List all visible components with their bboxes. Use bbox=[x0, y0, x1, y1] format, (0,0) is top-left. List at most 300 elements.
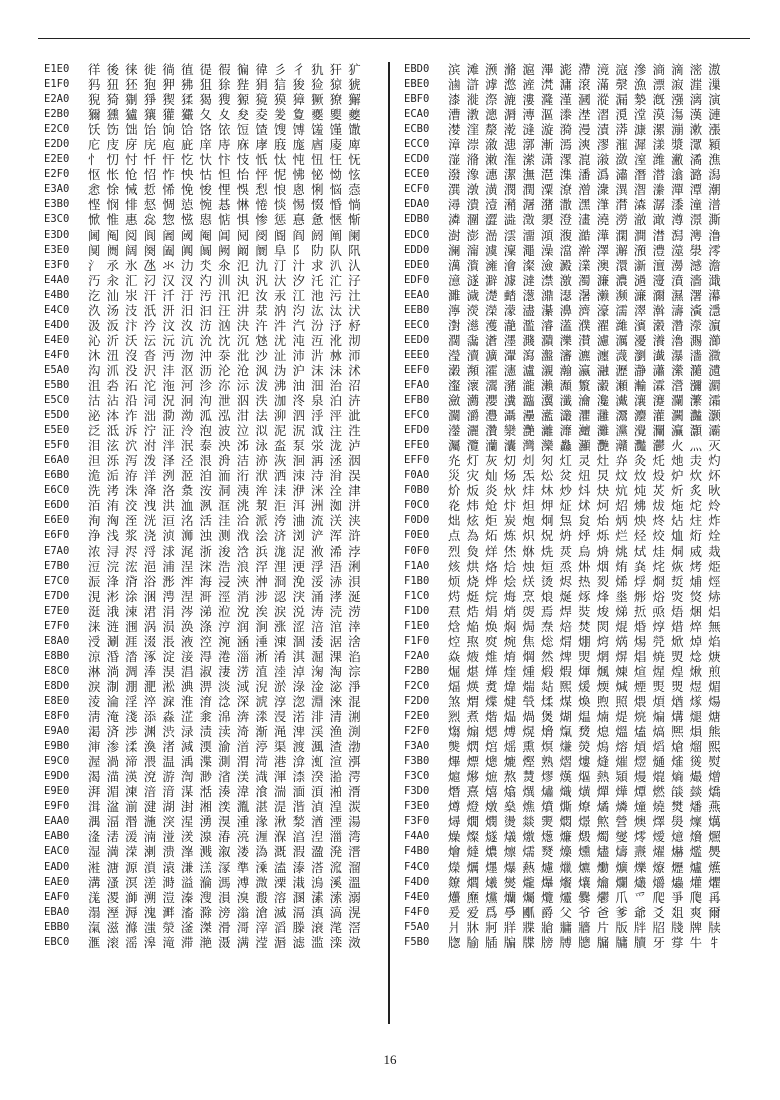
row-code: EFA0 bbox=[404, 379, 430, 391]
code-table-row bbox=[44, 107, 367, 122]
row-code: E7D0 bbox=[44, 589, 70, 602]
code-table-row bbox=[44, 619, 367, 634]
code-table-row bbox=[44, 92, 367, 107]
row-code: F2A0 bbox=[404, 649, 430, 662]
row-characters: 炪炫炬炭炮炯炰炱炲炳炴炵炶炷炸 bbox=[448, 513, 727, 529]
row-code: ECE0 bbox=[404, 168, 430, 181]
row-code: F2B0 bbox=[404, 664, 430, 677]
row-code: E6D0 bbox=[44, 499, 70, 512]
code-table-row bbox=[44, 664, 367, 679]
row-code: E4D0 bbox=[44, 318, 70, 331]
row-code: E8C0 bbox=[44, 664, 70, 677]
row-code: F3C0 bbox=[404, 770, 430, 783]
row-characters: 渇済渉渊渋渌渍渎渏渐渑渒渓渔渕 bbox=[88, 724, 367, 740]
row-code: EBE0 bbox=[404, 78, 430, 91]
row-code: E7C0 bbox=[44, 574, 70, 587]
row-characters: 熋熌熍熎熏熐熑熒熓熔熕熖熗熘熙 bbox=[448, 739, 727, 755]
row-code: F4C0 bbox=[404, 860, 430, 873]
row-characters: 滙滚滛滜滝滞滟滠满滢滣滤滥滦滧 bbox=[88, 934, 367, 950]
row-characters: 瀲瀳瀴瀵瀶瀷瀸瀹瀺瀻瀼瀽瀾瀿灀 bbox=[448, 393, 727, 409]
row-characters: 潑潒潓潔潕潖潗潘潙潚潛潜潝潞潟 bbox=[448, 167, 727, 183]
row-characters: 点為炻炼炽炾炿烀烁烂烃烄烅烆烇 bbox=[448, 528, 727, 544]
row-characters: 淋淌淍淎淏淐淑淒淓淔淕淖淗淘淙 bbox=[88, 663, 367, 679]
code-table-row bbox=[404, 122, 727, 137]
code-table-row bbox=[404, 243, 727, 258]
row-code: E3A0 bbox=[44, 183, 70, 196]
code-table-row bbox=[404, 228, 727, 243]
row-characters: 湃湄湅湆湇湈湉湊湋湌湍湎湏湐湑 bbox=[88, 784, 367, 800]
row-characters: 獮獯獹獽獾玁夂夊夋夌夎夐夒夓夔 bbox=[88, 107, 367, 123]
row-characters: 洈洉洊洋洌洍洎洏洐洑洒洓洔洕洖 bbox=[88, 468, 367, 484]
row-characters: 渥渦渧渨温渪渫測渭渮港渰渱渲渳 bbox=[88, 754, 367, 770]
row-characters: 炛炜炝炞炟炠炡炢炣炤炥炦炧炨炩 bbox=[448, 498, 727, 514]
row-characters: 爰爱爲爳爴爵父爷爸爹爺爻爼爽爾 bbox=[448, 904, 727, 920]
row-characters: 炌炍炎炏炐炑炒炓炔炕炖炗炘炙炚 bbox=[448, 483, 727, 499]
row-code: EED0 bbox=[404, 333, 430, 346]
row-code: E6B0 bbox=[44, 469, 70, 482]
row-code: F2E0 bbox=[404, 710, 430, 723]
code-table-row bbox=[404, 739, 727, 754]
row-characters: 湿満溁溂溃溄溅溆溇溈溉溊溋溌溍 bbox=[88, 844, 367, 860]
row-code: E5E0 bbox=[44, 424, 70, 437]
row-characters: 潯潰潱潲潳潴潵潶潷潸潹潺潻潼潽 bbox=[448, 197, 727, 213]
code-table-row bbox=[44, 137, 367, 152]
code-table-row bbox=[44, 814, 367, 829]
row-code: F0C0 bbox=[404, 499, 430, 512]
row-code: E8D0 bbox=[44, 679, 70, 692]
code-table-row bbox=[404, 619, 727, 634]
row-code: E5A0 bbox=[44, 363, 70, 376]
code-table-row bbox=[404, 905, 727, 920]
code-table-row bbox=[44, 258, 367, 273]
row-code: EEC0 bbox=[404, 318, 430, 331]
row-characters: 煏煐煑煒煓煔煕煖煗煘煙煚煛煜煝 bbox=[448, 678, 727, 694]
code-table-row bbox=[404, 634, 727, 649]
row-characters: 饫饬饳饴饷饸饹饻饾馇馊馎馐馑馓 bbox=[88, 122, 367, 138]
code-table-row bbox=[44, 799, 367, 814]
code-table-row bbox=[44, 844, 367, 859]
row-characters: 浓浔浕浖浗浘浙浚浛浜浝浞浟浠浡 bbox=[88, 543, 367, 559]
row-characters: 氵氶氷氹氺氻氼氽氾氿汀汁求汃汄 bbox=[88, 257, 367, 273]
row-characters: 濶濷濸濹濺濻濼濽濾濿瀀瀁瀂瀃瀄 bbox=[448, 332, 727, 348]
row-code: EAA0 bbox=[44, 815, 70, 828]
code-table-row bbox=[44, 273, 367, 288]
row-characters: 渴渵渶渷游渹渺渻渼渽渾渿湀湁湂 bbox=[88, 769, 367, 785]
code-table-row bbox=[404, 920, 727, 935]
code-table-row bbox=[44, 333, 367, 348]
row-characters: 淸淹淺添淼淽淾淿渀渁渂渃渄清渆 bbox=[88, 709, 367, 725]
row-code: EAF0 bbox=[44, 890, 70, 903]
row-code: F2C0 bbox=[404, 679, 430, 692]
code-table-row bbox=[404, 679, 727, 694]
code-table-row bbox=[44, 649, 367, 664]
row-characters: 沐沑沒沓沔沕沖沗沘沙沚沛沜沝沞 bbox=[88, 347, 367, 363]
row-code: E4A0 bbox=[44, 273, 70, 286]
code-table-row bbox=[44, 62, 367, 77]
row-characters: 漕漖漗漘漙漚漛漜漝漞漟漠漡漢漣 bbox=[448, 107, 727, 123]
row-characters: 淚淛淜淝淞淟淠淡淢淣淤淥淦淧淨 bbox=[88, 678, 367, 694]
row-code: F3F0 bbox=[404, 815, 430, 828]
row-characters: 洗洘洙洚洛洜洝洞洟洠洡洢洣洤津 bbox=[88, 483, 367, 499]
left-code-table bbox=[44, 62, 367, 950]
row-characters: 沟沠没沢沣沤沥沦沧沨沩沪沫沬沭 bbox=[88, 362, 367, 378]
code-table-row bbox=[404, 182, 727, 197]
row-characters: 煼煽煾煿熀熁熂熃熄熅熆熇熈熉熊 bbox=[448, 724, 727, 740]
row-code: F1F0 bbox=[404, 634, 430, 647]
row-characters: 泪泫泬泭泮泯泰泱泲泳泴泵泶泷泸 bbox=[88, 438, 367, 454]
code-table-row bbox=[44, 182, 367, 197]
row-characters: 焓焔焕焖焗焘焙焚焛焜焝焞焟焠無 bbox=[448, 618, 727, 634]
right-code-table bbox=[404, 62, 727, 950]
row-characters: 瀣瀤瀥瀦瀧瀨瀩瀪瀫瀬瀭瀮瀯瀰瀱 bbox=[448, 378, 727, 393]
row-code: E6C0 bbox=[44, 484, 70, 497]
row-characters: 熚熛熜熝熞熟熠熡熢熣熤熥熦熧熨 bbox=[448, 754, 727, 770]
row-code: E9A0 bbox=[44, 725, 70, 738]
row-code: F4B0 bbox=[404, 845, 430, 858]
code-table-row bbox=[44, 905, 367, 920]
row-characters: 汅汆汇汈汉汊汋汌汍汎汏汐汑汒汓 bbox=[88, 272, 367, 288]
code-table-row bbox=[44, 604, 367, 619]
row-characters: 汔汕汖汗汘汙汚汛汜汝汞江池污汢 bbox=[88, 287, 367, 303]
code-table-row bbox=[404, 137, 727, 152]
row-characters: 澺澻澼澽澾澿激濁濂濃濄濅濆濇濈 bbox=[448, 272, 727, 288]
code-table-row bbox=[44, 829, 367, 844]
row-code: ECD0 bbox=[404, 153, 430, 166]
row-characters: 泛泜泝泞泟泠泡波泣泤泥泦泧注泩 bbox=[88, 423, 367, 439]
code-table-row bbox=[44, 288, 367, 303]
code-table-row bbox=[404, 589, 727, 604]
row-characters: 燥燦燧燨燩燪燫燬燭燮燯燰燱燲燳 bbox=[448, 829, 727, 845]
row-code: E1E0 bbox=[44, 63, 70, 76]
row-code: E9F0 bbox=[44, 800, 70, 813]
row-code: EDC0 bbox=[404, 228, 430, 241]
code-table-row bbox=[44, 859, 367, 874]
row-code: E3E0 bbox=[44, 243, 70, 256]
code-table-row bbox=[404, 438, 727, 453]
row-characters: 燇燈燉燊燋燌燍燎燏燐燑燒燓燔燕 bbox=[448, 799, 727, 815]
row-characters: 溎溏源溑溒溓溔溕準溗溘溙溚溛溜 bbox=[88, 859, 367, 875]
code-table-row bbox=[44, 694, 367, 709]
row-characters: 悆悇悈悊悕悗悛悝悞悡悢悤悧悩悫 bbox=[88, 182, 367, 198]
row-code: EFC0 bbox=[404, 409, 430, 422]
row-code: F0D0 bbox=[404, 514, 430, 527]
row-code: E7F0 bbox=[44, 619, 70, 632]
code-table-row bbox=[404, 212, 727, 227]
code-table-row bbox=[44, 453, 367, 468]
row-characters: 灐灑灒灓灔灕灖灗灘灙灚灛灜灝灞 bbox=[448, 423, 727, 439]
row-characters: 潠潡潢潣潤潥潦潧潨潩潪潫潬潭潮 bbox=[448, 182, 727, 198]
row-characters: 灟灠灡灢灣灤灥灦灧灨灩灪火灬灭 bbox=[448, 438, 727, 454]
code-table-row bbox=[404, 77, 727, 92]
row-code: E4B0 bbox=[44, 288, 70, 301]
code-table-row bbox=[44, 559, 367, 574]
row-characters: 煀煁煂煃煄煅煆煇煈煉煊煋煌煍煎 bbox=[448, 663, 727, 679]
row-code: F0B0 bbox=[404, 484, 430, 497]
row-characters: 烈烉烊烋烌烍烎烏烐烑烒烓烔烕烖 bbox=[448, 543, 727, 559]
row-characters: 涼涽涾涿淀淁淂淃淄淅淆淇淈淉淊 bbox=[88, 648, 367, 664]
code-table-row bbox=[44, 393, 367, 408]
row-characters: 災灾灿炀炁炂炃炄炅炆炇炈炉炊炋 bbox=[448, 468, 727, 484]
row-code: EBD0 bbox=[404, 63, 430, 76]
row-code: F5A0 bbox=[404, 920, 430, 933]
row-code: EEA0 bbox=[404, 288, 430, 301]
code-table-row bbox=[44, 875, 367, 890]
code-table-row bbox=[404, 528, 727, 543]
row-characters: 漤漥漦漧漨漩漪漫漬漭漮漯漰漱漲 bbox=[448, 122, 727, 138]
row-code: E6A0 bbox=[44, 454, 70, 467]
row-characters: 瀔瀕瀖瀗瀘瀙瀚瀛瀜瀝瀞瀟瀠瀡瀢 bbox=[448, 362, 727, 378]
row-characters: 阃阄阅阆阇阈阉阊阋阌阍阎阏阐阑 bbox=[88, 227, 367, 243]
code-table-row bbox=[404, 754, 727, 769]
code-table-row bbox=[404, 844, 727, 859]
row-characters: 湡湢湣湤湥湦湧湨湩湪湫湬湭湮湯 bbox=[88, 814, 367, 830]
row-characters: 滷滸滹滺滻滼滽滾滿漀漁漂漃漄漅 bbox=[448, 77, 727, 93]
row-code: E1F0 bbox=[44, 78, 70, 91]
code-table-row bbox=[404, 92, 727, 107]
code-table-row bbox=[404, 62, 727, 77]
row-characters: 燴燵燶燷燸燹燺燻燼燽燾燿爀爁爂 bbox=[448, 844, 727, 860]
row-code: F0A0 bbox=[404, 469, 430, 482]
row-code: F4F0 bbox=[404, 905, 430, 918]
code-table-row bbox=[404, 258, 727, 273]
row-characters: 灁灂灃灄灅灆灇灈灉灊灋灌灍灎灏 bbox=[448, 408, 727, 424]
row-characters: 漳漴漵漶漷漸漹漺漻漼漽漾漿潀潁 bbox=[448, 137, 727, 153]
code-table-row bbox=[404, 724, 727, 739]
row-code: F1E0 bbox=[404, 619, 430, 632]
row-code: EBB0 bbox=[44, 920, 70, 933]
row-code: F1D0 bbox=[404, 604, 430, 617]
code-table-row bbox=[44, 318, 367, 333]
row-code: EDE0 bbox=[404, 258, 430, 271]
code-table-row bbox=[44, 77, 367, 92]
code-table-row bbox=[44, 724, 367, 739]
code-table-row bbox=[404, 318, 727, 333]
code-table-row bbox=[404, 363, 727, 378]
row-code: EDA0 bbox=[404, 198, 430, 211]
row-code: F2F0 bbox=[404, 725, 430, 738]
code-table-row bbox=[404, 814, 727, 829]
row-characters: 涀涁涂涃涄涅涆涇消涉涊涋涌涍涎 bbox=[88, 588, 367, 604]
row-characters: 沽沾沿泀況泂泃泄泅泆泇泈泉泊泋 bbox=[88, 393, 367, 409]
code-table-row bbox=[44, 483, 367, 498]
row-code: E5B0 bbox=[44, 379, 70, 391]
row-characters: 瀅瀆瀇瀈瀉瀊瀋瀌瀍瀎瀏瀐瀑瀒瀓 bbox=[448, 347, 727, 363]
row-characters: 濘濙濚濛濜濝濞濟濠濡濢濣濤濥濦 bbox=[448, 302, 727, 318]
row-code: EFE0 bbox=[404, 439, 430, 452]
code-table-row bbox=[44, 303, 367, 318]
code-table-row bbox=[404, 799, 727, 814]
row-characters: 濉濊濋濌濍濎濏濐濑濒濓濔濕濖濗 bbox=[448, 287, 727, 303]
code-table-row bbox=[404, 498, 727, 513]
row-code: F3B0 bbox=[404, 755, 430, 768]
row-code: E2C0 bbox=[44, 123, 70, 136]
row-characters: 熸熹熺熻熼熽熾熿燀燁燂燃燄燅燆 bbox=[448, 784, 727, 800]
row-characters: 惞惟惠惢惣惤惥惦惧惨惩惪惫惬惭 bbox=[88, 212, 367, 228]
code-table-row bbox=[404, 664, 727, 679]
row-characters: 煞煟煠煡煢煣煤煥煦照煨煩煪煫煬 bbox=[448, 693, 727, 709]
code-table-row bbox=[404, 378, 727, 393]
code-table-row bbox=[404, 875, 727, 890]
row-code: E2E0 bbox=[44, 153, 70, 166]
code-table-row bbox=[44, 468, 367, 483]
row-code: EDF0 bbox=[404, 273, 430, 286]
row-characters: 庀庋庌庑庖庛庠庤庥庨庪庬庮庱庳 bbox=[88, 137, 367, 153]
row-characters: 浱浲浳浴浵浶海浸浹浺浻浼浽浾浿 bbox=[88, 573, 367, 589]
row-characters: 忄忉忖忏忓忔忕忭忮忯忲忳忸忹怃 bbox=[88, 152, 367, 168]
code-table-row bbox=[404, 107, 727, 122]
row-characters: 浄浅浆浇浈浉浊测浌浍济浏浐浑浒 bbox=[88, 528, 367, 544]
row-code: F4A0 bbox=[404, 830, 430, 843]
code-table-row bbox=[44, 679, 367, 694]
row-characters: 漆漇漈漉漊漋漌漍漎漏漐漑漒漓演 bbox=[448, 92, 727, 108]
row-characters: 阒阓阔阕阖阗阘阙阚阛阜阝阞队阠 bbox=[88, 242, 367, 258]
row-code: E7B0 bbox=[44, 559, 70, 572]
row-code: EFB0 bbox=[404, 394, 430, 407]
row-characters: 犸狃狉狍狎狒狙狳狴狷狺狻猃猄猇 bbox=[88, 77, 367, 93]
code-table-row bbox=[404, 152, 727, 167]
row-code: E2F0 bbox=[44, 168, 70, 181]
row-characters: 猊猗猘猙猰猱猲獀獂獍獏獐獗獠獬 bbox=[88, 92, 367, 108]
row-characters: 洦洧洨洩洪洫洬洭洮洯洰洱洲洳洴 bbox=[88, 498, 367, 514]
row-characters: 沮沯沰沱沲河沴沵沶沷沸油沺治沼 bbox=[88, 378, 367, 393]
row-characters: 沁沂沃沄沅沆沇沈沉沊沋沌沍沎沏 bbox=[88, 332, 367, 348]
code-table-row bbox=[404, 559, 727, 574]
row-characters: 浢浣浤浥浦浧浨浩浪浫浬浭浮浯浰 bbox=[88, 558, 367, 574]
row-characters: 汣汤汥汦汧汨汩汪汫汬汭汮汯汰汱 bbox=[88, 302, 367, 318]
row-code: E9E0 bbox=[44, 785, 70, 798]
code-table-row bbox=[404, 348, 727, 363]
code-table-row bbox=[44, 152, 367, 167]
code-table-row bbox=[44, 589, 367, 604]
row-code: ECC0 bbox=[404, 138, 430, 151]
page-number: 16 bbox=[383, 1052, 397, 1067]
row-characters: 煭煮煯煰煱煲煳煴煵煶煷煸煹煺煻 bbox=[448, 709, 727, 725]
row-characters: 焄焅焆焇焈焉焊焋焌焍焎焏焐焑焒 bbox=[448, 603, 727, 619]
row-code: E8F0 bbox=[44, 710, 70, 723]
code-table-row bbox=[44, 212, 367, 227]
row-characters: 湒湓湔湕湖湗湘湙湚湛湜湝湞湟湠 bbox=[88, 799, 367, 815]
code-table-row bbox=[44, 709, 367, 724]
row-characters: 涏涐涑涒涓涔涕涖涗涘涙涚涛涜涝 bbox=[88, 603, 367, 619]
row-characters: 怄怅怆怊怍怏怙怛怡怦怩怫怭怮怰 bbox=[88, 167, 367, 183]
row-code: F2D0 bbox=[404, 694, 430, 707]
code-table-row bbox=[44, 167, 367, 182]
row-characters: 牎牏牐牑牒牓牔牕牖牗牘牙牚牛牜 bbox=[448, 934, 727, 950]
code-table-row bbox=[404, 544, 727, 559]
row-characters: 焱焲焳焴焵然焷焸焹焺焻焼焽焾焿 bbox=[448, 648, 727, 664]
row-code: EAD0 bbox=[44, 860, 70, 873]
row-characters: 爃爄爅爆爇爈爉爊爋爌爍爎爏爐爑 bbox=[448, 859, 727, 875]
row-code: EEF0 bbox=[404, 363, 430, 376]
row-code: E7A0 bbox=[44, 544, 70, 557]
code-table-row bbox=[404, 574, 727, 589]
row-code: F1B0 bbox=[404, 574, 430, 587]
row-characters: 徉後徕徙徜徝徥徦徧徫彡彳犰犴犷 bbox=[88, 62, 367, 78]
code-table-row bbox=[44, 634, 367, 649]
code-table-row bbox=[404, 303, 727, 318]
row-characters: 澜澝澞澟澠澡澢澣澤澥澦澧澨澩澪 bbox=[448, 242, 727, 258]
row-code: E4E0 bbox=[44, 333, 70, 346]
row-code: E2D0 bbox=[44, 138, 70, 151]
row-characters: 滊滋滌滍滎滏滐滑滒滓滔滕滖滗滘 bbox=[88, 919, 367, 935]
row-code: F4D0 bbox=[404, 875, 430, 888]
column-divider bbox=[388, 62, 390, 1024]
row-characters: 溝溞溟溠溡溢溣溤溥溦溧溨溩溪溫 bbox=[88, 874, 367, 890]
row-characters: 溬溭溮溯溰溱溲溳溴溵溶溷溸溹溺 bbox=[88, 889, 367, 905]
code-table-row bbox=[404, 468, 727, 483]
row-code: E6F0 bbox=[44, 529, 70, 542]
row-code: EEB0 bbox=[404, 303, 430, 316]
code-table-row bbox=[44, 363, 367, 378]
row-characters: 湰湱湲湳湴湵湶湷湸湹湺湻湼湽湾 bbox=[88, 829, 367, 845]
code-table-row bbox=[404, 829, 727, 844]
row-characters: 濧濨濩濪濫濬濭濮濯濰濱濲濳濴濵 bbox=[448, 317, 727, 333]
row-code: F0F0 bbox=[404, 544, 430, 557]
row-code: F5B0 bbox=[404, 935, 430, 948]
row-characters: 涭涮涯涰涱液涳涴涵涶涷涸涹涺涻 bbox=[88, 633, 367, 649]
row-characters: 爡爢爣爤爥爦爧爨爩爪爫爬爭爮爯 bbox=[448, 889, 727, 905]
code-table-row bbox=[44, 228, 367, 243]
row-code: E4C0 bbox=[44, 303, 70, 316]
code-table-row bbox=[404, 167, 727, 182]
code-table-row bbox=[404, 649, 727, 664]
row-characters: 溻溼溽溾溿滀滁滂滃滄滅滆滇滈滉 bbox=[88, 904, 367, 920]
row-code: F3A0 bbox=[404, 740, 430, 753]
row-characters: 澫澬澭澮澯澰澱澲澳澴澵澶澷澸澹 bbox=[448, 257, 727, 273]
row-code: E8E0 bbox=[44, 694, 70, 707]
row-code: EAE0 bbox=[44, 875, 70, 888]
row-characters: 悭悯悱惄惆惉惋惎惏惓惔惕惙惛惝 bbox=[88, 197, 367, 213]
code-table-row bbox=[404, 453, 727, 468]
code-table-row bbox=[404, 273, 727, 288]
row-code: E2B0 bbox=[44, 108, 70, 121]
row-characters: 焢焣焤焥焦焧焨焩焪焫焬焭焮焯焰 bbox=[448, 633, 727, 649]
code-table-row bbox=[404, 393, 727, 408]
row-code: F3D0 bbox=[404, 785, 430, 798]
code-table-row bbox=[44, 197, 367, 212]
code-table-row bbox=[404, 333, 727, 348]
code-table-row bbox=[44, 890, 367, 905]
row-characters: 潾潿澀澁澂澃澄澅澆澇澈澉澊澋澌 bbox=[448, 212, 727, 228]
row-characters: 滨滩滪滫滬滭滮滯滰滱滲滳滴滵滶 bbox=[448, 62, 727, 78]
row-characters: 爒爓爔爕爖爗爘爙爚爛爜爝爞爟爠 bbox=[448, 874, 727, 890]
code-table-row bbox=[44, 513, 367, 528]
code-table-row bbox=[44, 935, 367, 950]
row-code: E5D0 bbox=[44, 409, 70, 422]
row-code: E3D0 bbox=[44, 228, 70, 241]
row-code: ECB0 bbox=[404, 123, 430, 136]
code-table-row bbox=[404, 288, 727, 303]
code-table-row bbox=[404, 694, 727, 709]
row-characters: 澍澎澏澐澑澒澓澔澕澖澗澘澙澚澛 bbox=[448, 227, 727, 243]
row-characters: 泌泍泎泏泐泑泒泓泔法泖泗泘泙泚 bbox=[88, 408, 367, 424]
row-characters: 潂潃潄潅潆潇潈潉潊潋潌潍潎潏潐 bbox=[448, 152, 727, 168]
code-table-row bbox=[404, 604, 727, 619]
code-table-row bbox=[44, 243, 367, 258]
row-code: F1C0 bbox=[404, 589, 430, 602]
row-code: EBC0 bbox=[44, 935, 70, 948]
code-table-row bbox=[44, 498, 367, 513]
row-code: F1A0 bbox=[404, 559, 430, 572]
code-table-row bbox=[44, 920, 367, 935]
code-table-row bbox=[404, 935, 727, 950]
row-code: F0E0 bbox=[404, 529, 430, 542]
top-rule bbox=[38, 38, 750, 39]
row-code: EBA0 bbox=[44, 905, 70, 918]
code-table-row bbox=[404, 769, 727, 784]
row-code: F4E0 bbox=[404, 890, 430, 903]
row-code: EAC0 bbox=[44, 845, 70, 858]
